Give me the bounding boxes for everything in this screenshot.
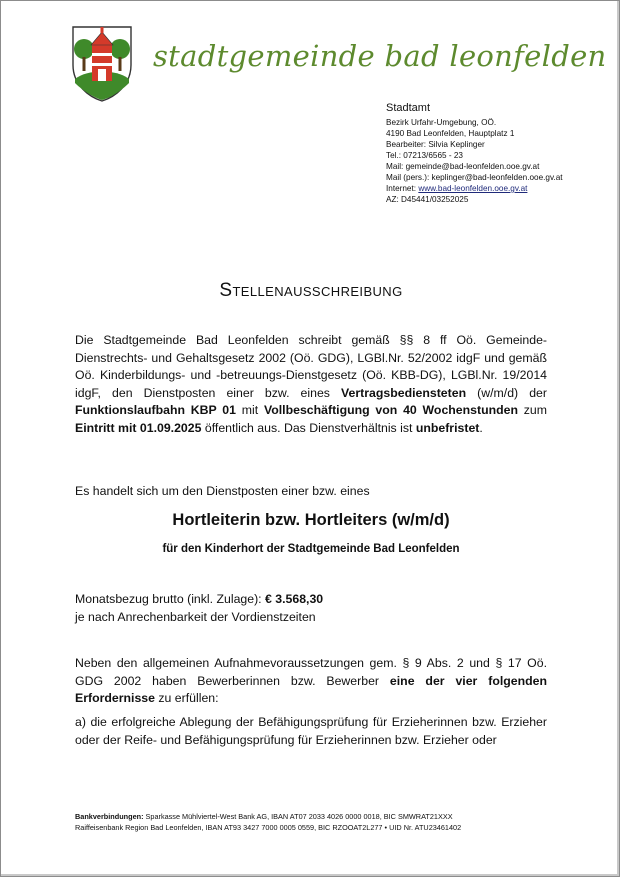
coat-of-arms-logo [69,23,135,103]
intro-bold-2: Funktionslaufbahn KBP 01 [75,403,236,417]
salary-label: Monatsbezug brutto (inkl. Zulage): [75,592,266,606]
footer-line-1-text: Sparkasse Mühlviertel-West Bank AG, IBAN AT07 2033 4026 0000 0018, BIC SMWRAT21XXX [143,812,453,821]
intro-paragraph [75,332,547,437]
footer-line-1 [75,811,461,822]
requirements-text-2: zu erfüllen: [154,691,219,705]
intro-text-3: mit [235,403,264,417]
intro-bold-1: Vertragsbediensteten [341,385,467,400]
contact-mail-row [386,161,563,172]
contact-mail-label: Mail: [386,162,406,171]
contact-mail-pers-link[interactable]: keplinger@bad-leonfelden.ooe.gv.at [431,173,563,182]
contact-address: 4190 Bad Leonfelden, Hauptplatz 1 [386,129,515,138]
intro-text-5: öffentlich aus. Das Dienstverhältnis ist [201,420,416,435]
contact-internet-row [386,183,563,194]
requirement-item-a: a) die erfolgreiche Ablegung der Befähigungsprüfung für Erzieherinnen bzw. Erzieher oder der Reife- und Befähigungsprüfung für Erzieherinnen bzw. Erzieher oder [75,715,547,747]
brand-name: stadtgemeinde bad leonfelden [153,39,607,73]
intro-text-4: zum [517,403,547,417]
intro-bold-3: Vollbeschäftigung von 40 Wochenstunden [263,403,518,417]
intro-text-2: (w/m/d) der [466,385,547,400]
job-subtitle: für den Kinderhort der Stadtgemeinde Bad Leonfelden [162,543,460,555]
contact-tel: Tel.: 07213/6565 - 23 [386,151,463,160]
requirements-paragraph [75,655,547,708]
intro-text-1: Die Stadtgemeinde Bad Leonfelden schreibt gemäß §§ 8 ff Oö. Gemeinde-Dienstrechts- und Gehaltsgesetz 2002 (Oö. GDG), LGBl.Nr. 52/2002 idgF und gemäß Oö. Kinderbildungs- und -betreuungs-Dienstgesetz (Oö. KBB-DG), LGBl.Nr. 19/2014 idgF, den Dienstposten einer bzw. eines [75,333,547,400]
contact-block [386,103,563,205]
office-name: Stadtamt [386,102,431,114]
footer-bank-details [75,811,461,833]
contact-mail-link[interactable]: gemeinde@bad-leonfelden.ooe.gv.at [405,162,540,171]
salary-line [75,591,547,609]
contact-mail-pers-label: Mail (pers.): [386,173,432,182]
intro-bold-4: Eintritt mit 01.09.2025 [75,420,202,435]
footer-line-2: Raiffeisenbank Region Bad Leonfelden, IBAN AT93 3427 7000 0005 0559, BIC RZOOAT2L277 • UID Nr. ATU23461402 [75,823,462,832]
contact-mail-pers-row [386,172,563,183]
requirements-text-1: Neben den allgemeinen Aufnahmevoraussetzungen gem. § 9 Abs. 2 und § 17 Oö. GDG 2002 haben Bewerberinnen bzw. Bewerber [75,656,547,688]
contact-internet-label: Internet: [386,184,419,193]
intro-text-6: . [479,420,483,435]
requirements-bold-1: eine der vier folgenden Erfordernisse [75,673,547,705]
job-title: Hortleiterin bzw. Hortleiters (w/m/d) [172,511,450,529]
posten-intro: Es handelt sich um den Dienstposten einer bzw. eines [75,484,370,498]
contact-internet-link[interactable]: www.bad-leonfelden.ooe.gv.at [418,184,528,193]
document-title: Stellenausschreibung [219,280,403,301]
intro-bold-5: unbefristet [415,420,480,435]
footer-label: Bankverbindungen: [75,812,144,821]
salary-note: je nach Anrechenbarkeit der Vordienstzeiten [75,609,316,624]
contact-bezirk: Bezirk Urfahr-Umgebung, OÖ. [386,118,497,127]
salary-block [75,591,547,626]
contact-bearbeiter: Bearbeiter: Silvia Keplinger [386,140,485,149]
salary-amount: € 3.568,30 [265,592,324,606]
contact-az: AZ: D45441/03252025 [386,195,469,204]
